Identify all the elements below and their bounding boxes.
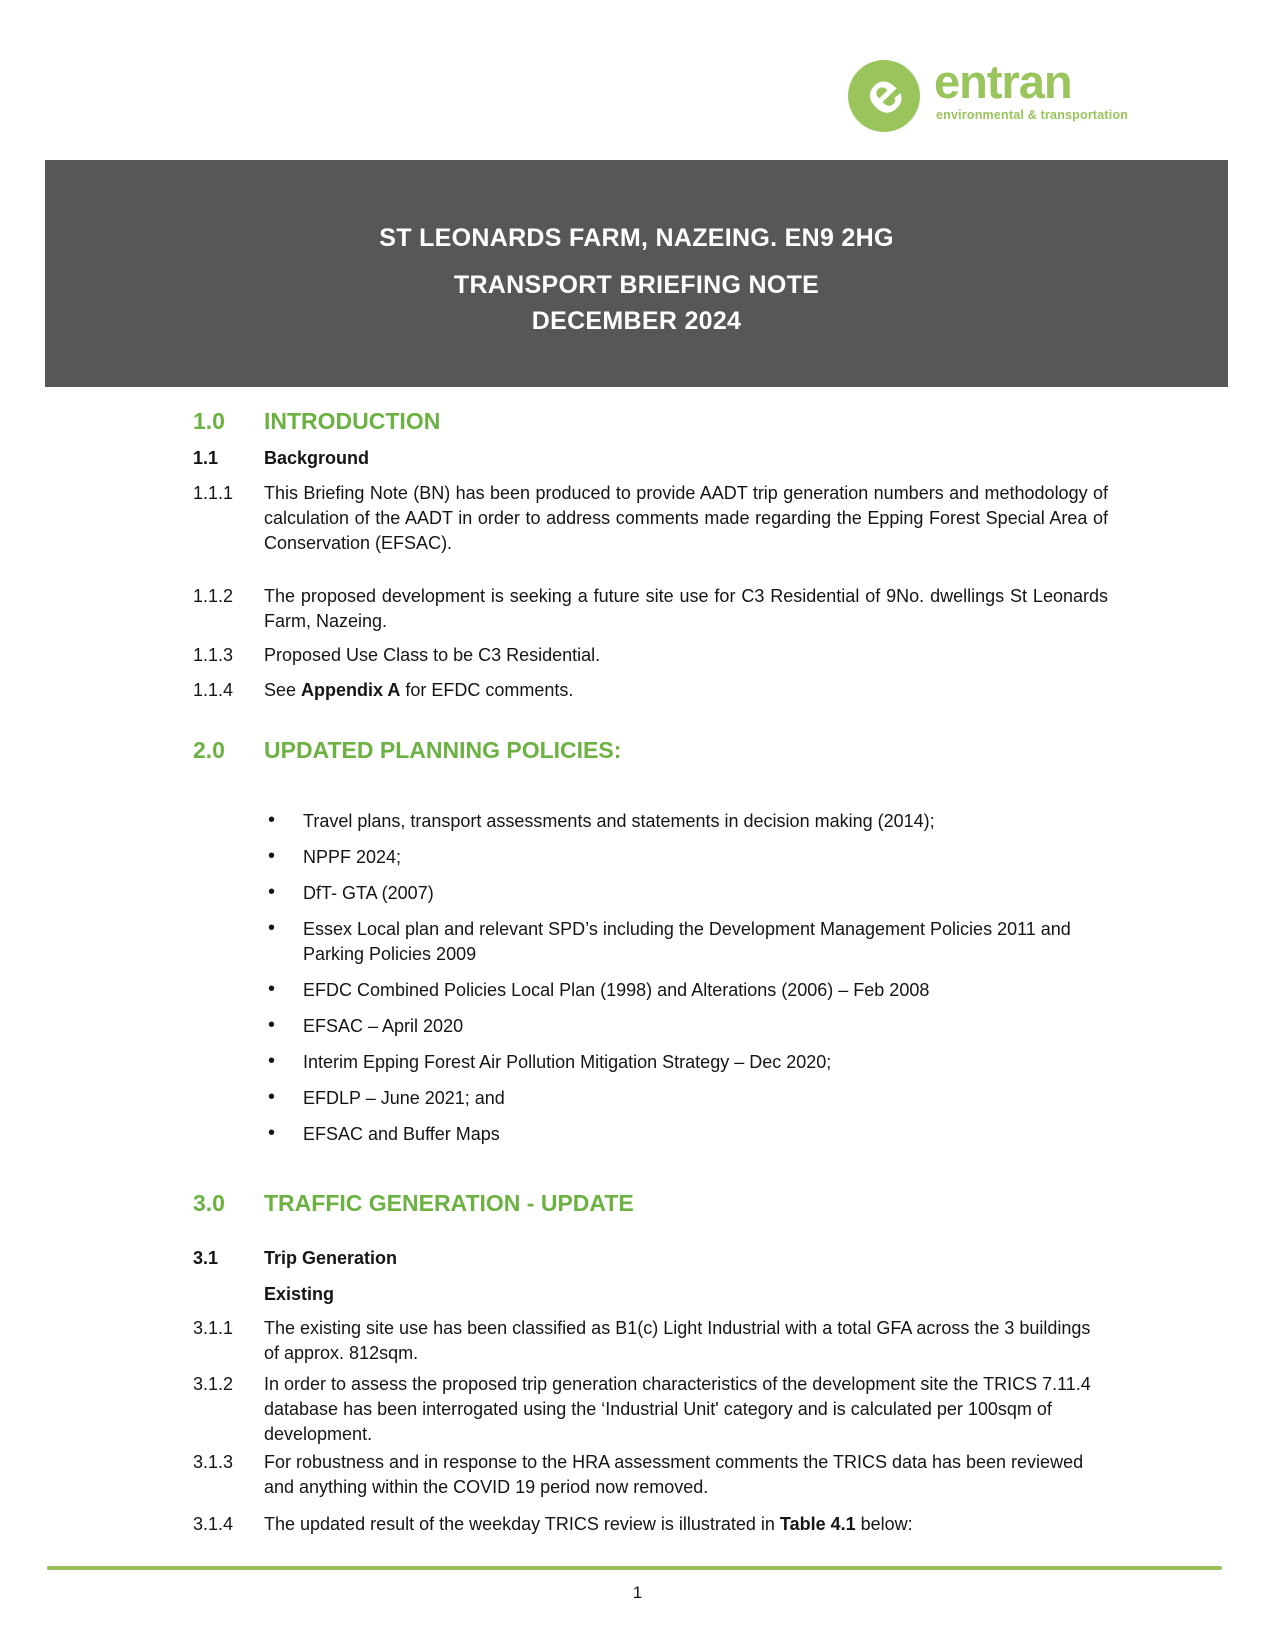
paragraph-3-1-2 [193,1372,1108,1447]
section-title: INTRODUCTION [264,408,441,434]
list-item: • NPPF 2024; [268,845,1108,870]
paragraph-text: The proposed development is seeking a future site use for C3 Residential of 9No. dwellings St Leonards Farm, Nazeing. [264,586,1108,631]
paragraph-3-1-3 [193,1450,1108,1500]
title-banner [45,160,1228,387]
subsection-number [193,1282,264,1307]
text-segment: below: [855,1514,913,1534]
logo-e-glyph: e [848,59,917,129]
paragraph-1-1-2 [193,584,1108,634]
text-segment: The updated result of the weekday TRICS review is illustrated in [264,1514,780,1534]
list-item: • EFSAC and Buffer Maps [268,1122,1108,1147]
section-number: 2.0 [193,737,225,763]
section-number: 3.0 [193,1190,225,1216]
section-number: 1.0 [193,408,225,434]
paragraph-text [264,678,1108,703]
subsection-trip-generation [193,1246,1108,1271]
paragraph-text: The existing site use has been classified as B1(c) Light Industrial with a total GFA across the 3 buildings of approx. 812sqm. [264,1318,1091,1363]
paragraph-text: Proposed Use Class to be C3 Residential. [264,645,601,665]
subsection-number: 1.1 [193,448,219,468]
paragraph-number: 3.1.2 [193,1374,234,1394]
paragraph-number: 1.1.1 [193,483,234,503]
list-item: • EFSAC – April 2020 [268,1014,1108,1039]
paragraph-1-1-1 [193,481,1108,556]
list-item: • EFDC Combined Policies Local Plan (1998) and Alterations (2006) – Feb 2008 [268,978,1108,1003]
subsection-title: Background [264,448,370,468]
paragraph-number: 3.1.1 [193,1318,234,1338]
list-item: • Travel plans, transport assessments and statements in decision making (2014); [268,809,1108,834]
subheading-existing [193,1282,1108,1307]
paragraph-text: This Briefing Note (BN) has been produced to provide AADT trip generation numbers and methodology of calculation of the AADT in order to address comments made regarding the Epping Forest Special Area of Conservation (EFSAC). [264,483,1108,553]
logo-name: entran [934,55,1072,108]
subheading-text: Existing [264,1284,335,1304]
paragraph-number: 1.1.4 [193,680,234,700]
document-title-line3: DECEMBER 2024 [531,307,742,335]
paragraph-1-1-4 [193,678,1108,703]
text-segment-bold: Appendix A [301,680,401,700]
text-segment: See [264,680,302,700]
paragraph-text [264,1512,1108,1537]
section-heading-traffic-generation [193,1190,1108,1217]
page-number: 1 [632,1583,643,1602]
paragraph-number: 3.1.3 [193,1452,234,1472]
subsection-background [193,446,1108,471]
logo-wordmark [934,56,1128,122]
section-heading-introduction [193,408,1108,435]
section-heading-planning-policies [193,737,1108,764]
policy-bullet-list [268,809,1108,1158]
entran-logo-icon [848,60,920,132]
section-title: UPDATED PLANNING POLICIES: [264,737,622,763]
paragraph-number: 3.1.4 [193,1514,234,1534]
list-item: • Essex Local plan and relevant SPD’s including the Development Management Policies 2011 and Parking Policies 2009 [268,917,1108,967]
text-segment-bold: Table 4.1 [779,1514,856,1534]
document-title-line1: ST LEONARDS FARM, NAZEING. EN9 2HG [379,224,894,252]
list-item: • DfT- GTA (2007) [268,881,1108,906]
paragraph-number: 1.1.3 [193,645,234,665]
section-title: TRAFFIC GENERATION - UPDATE [264,1190,634,1216]
subsection-number: 3.1 [193,1248,219,1268]
paragraph-3-1-1 [193,1316,1108,1366]
paragraph-number: 1.1.2 [193,586,234,606]
list-item: • Interim Epping Forest Air Pollution Mitigation Strategy – Dec 2020; [268,1050,1108,1075]
list-item: • EFDLP – June 2021; and [268,1086,1108,1111]
logo-tagline: environmental & transportation [936,107,1129,122]
paragraph-text: In order to assess the proposed trip generation characteristics of the development site the TRICS 7.11.4 database has been interrogated using the ‘Industrial Unit' category and is calculated per 100sqm of development. [264,1374,1091,1444]
entran-logo [848,56,1128,132]
subsection-title: Trip Generation [264,1248,398,1268]
document-title-line2: TRANSPORT BRIEFING NOTE [453,271,820,299]
paragraph-1-1-3 [193,643,1108,668]
footer-divider [47,1566,1222,1570]
paragraph-3-1-4 [193,1512,1108,1537]
paragraph-text: For robustness and in response to the HRA assessment comments the TRICS data has been reviewed and anything within the COVID 19 period now removed. [264,1452,1084,1497]
text-segment: for EFDC comments. [400,680,574,700]
